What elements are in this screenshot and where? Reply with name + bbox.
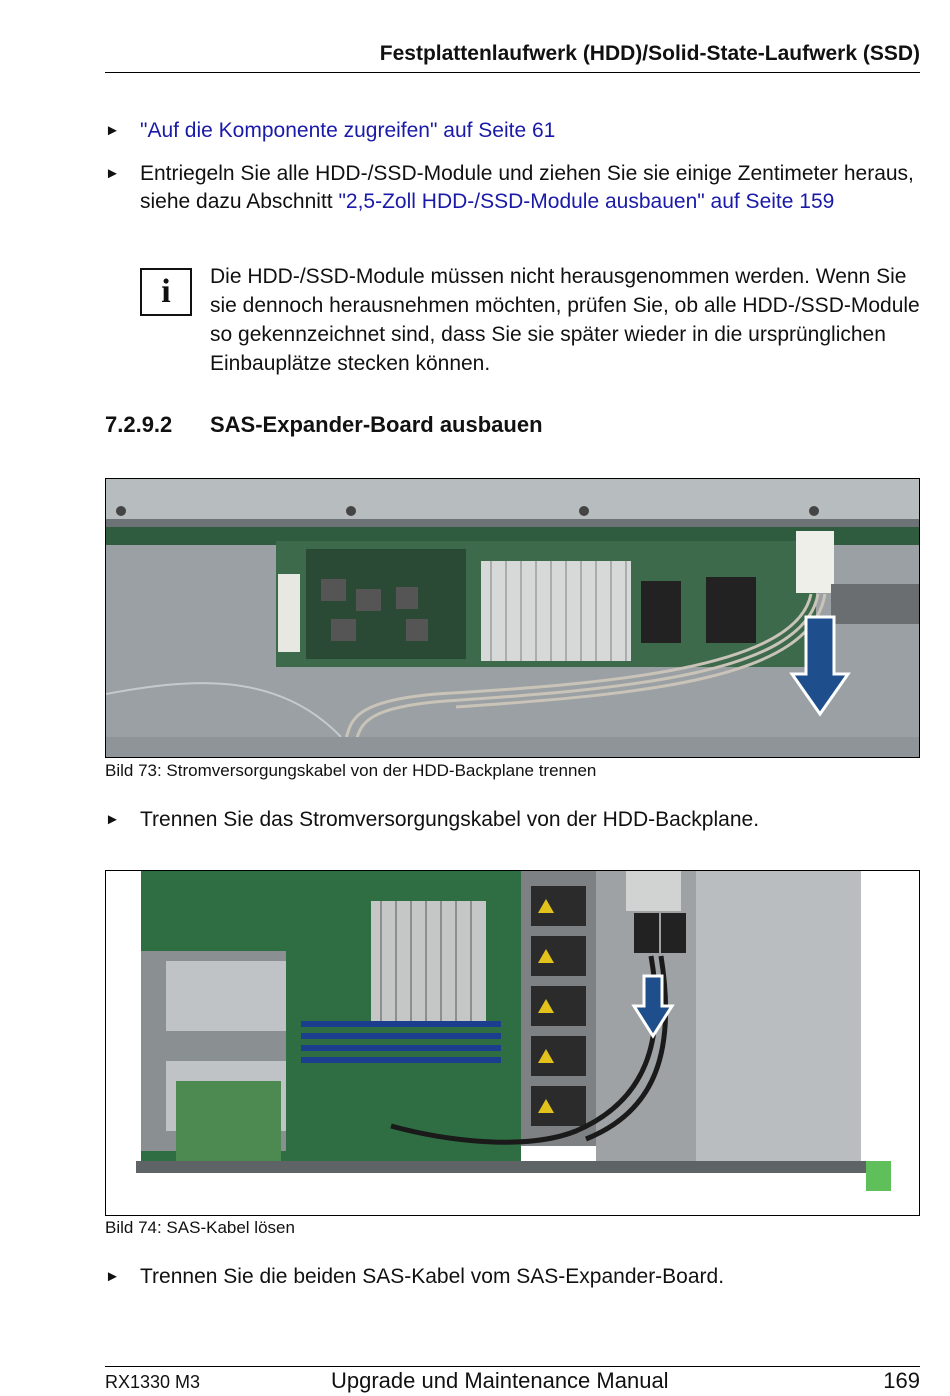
info-note <box>140 262 920 378</box>
figure-74-photo <box>105 870 920 1216</box>
info-note-text: Die HDD-/SSD-Module müssen nicht herausgenommen werden. Wenn Sie sie dennoch herausnehmen möchten, prüfen Sie, ob alle HDD-/SSD-Module so gekennzeichnet sind, dass Sie sie später wieder in die ursprünglichen Einbauplätze stecken können. <box>210 265 920 375</box>
info-icon: i <box>140 268 192 316</box>
link-access-component[interactable]: "Auf die Komponente zugreifen" auf Seite 61 <box>140 119 556 142</box>
bullet-arrow-icon: ► <box>105 811 120 828</box>
bullet-arrow-icon: ► <box>105 122 120 139</box>
step-access-component <box>105 117 920 145</box>
footer-manual-title: Upgrade und Maintenance Manual <box>331 1368 669 1393</box>
section-number: 7.2.9.2 <box>105 412 173 437</box>
bullet-arrow-icon: ► <box>105 165 120 182</box>
step-disconnect-power-text: Trennen Sie das Stromversorgungskabel von der HDD-Backplane. <box>140 808 760 831</box>
link-remove-modules[interactable]: "2,5-Zoll HDD-/SSD-Module ausbauen" auf Seite 159 <box>338 190 835 213</box>
footer-divider <box>105 1366 920 1367</box>
figure-73-photo <box>105 478 920 758</box>
step-unlock-text: Entriegeln Sie alle HDD-/SSD-Module und ziehen Sie sie einige Zentimeter heraus, siehe dazu Abschnitt <box>140 162 914 213</box>
footer-model: RX1330 M3 <box>105 1372 201 1392</box>
step-disconnect-sas-text: Trennen Sie die beiden SAS-Kabel vom SAS-Expander-Board. <box>140 1265 725 1288</box>
section-title: SAS-Expander-Board ausbauen <box>210 412 543 437</box>
page-header-title: Festplattenlaufwerk (HDD)/Solid-State-Laufwerk (SSD) <box>379 42 920 65</box>
figure-74-illustration <box>106 871 920 1216</box>
figure-73-illustration <box>106 479 920 758</box>
step-unlock-modules <box>105 160 920 216</box>
page-number: 169 <box>883 1368 920 1393</box>
section-heading <box>105 412 543 438</box>
step-disconnect-sas-cables <box>105 1263 920 1291</box>
bullet-arrow-icon: ► <box>105 1268 120 1285</box>
header-divider <box>105 72 920 73</box>
step-disconnect-power-cable <box>105 806 920 834</box>
figure-73-caption: Bild 73: Stromversorgungskabel von der HDD-Backplane trennen <box>105 761 597 780</box>
figure-74-caption: Bild 74: SAS-Kabel lösen <box>105 1218 295 1237</box>
